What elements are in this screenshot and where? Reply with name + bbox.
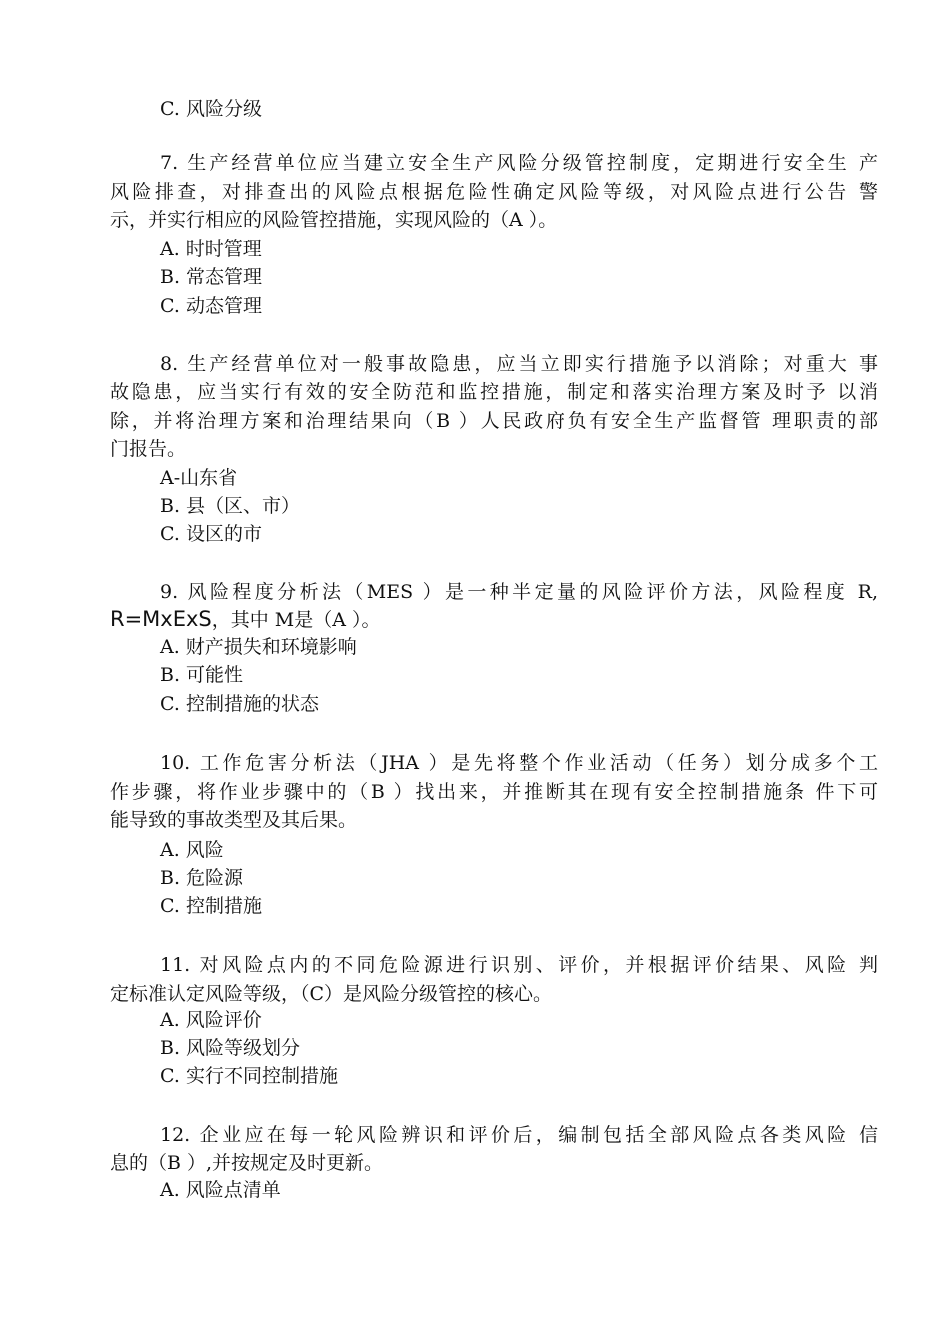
option-a: A. 风险点清单 [160,1179,281,1201]
question-text-line: 能导致的事故类型及其后果。 [110,809,358,831]
question-text-line: 7. 生产经营单位应当建立安全生产风险分级管控制度，定期进行安全生 产 [160,152,878,174]
option-c: C. 控制措施的状态 [160,693,319,715]
option-c: C. 设区的市 [160,523,262,545]
option-b: B. 常态管理 [160,266,263,288]
option-b: B. 风险等级划分 [160,1037,301,1059]
option-b: B. 危险源 [160,867,244,889]
question-formula-line [110,605,381,634]
option-c: C. 控制措施 [160,895,262,917]
option-a: A. 风险 [160,839,224,861]
option-c: C. 动态管理 [160,295,262,317]
question-text-line: 息的（B ）,并按规定及时更新。 [110,1152,384,1174]
question-text-line: 故隐患，应当实行有效的安全防范和监控措施，制定和落实治理方案及时予 以消 [110,381,878,403]
question-text-line: 9. 风险程度分析法（MES ）是一种半定量的风险评价方法，风险程度 R, [160,581,878,603]
question-text-line: 门报告。 [110,438,187,460]
option-a: A. 财产损失和环境影响 [160,636,357,658]
option-c: C. 实行不同控制措施 [160,1065,338,1087]
option-a: A. 时时管理 [160,238,262,260]
risk-formula: R=MxExS [110,607,212,631]
option-b: B. 可能性 [160,664,244,686]
question-text-line: 风险排查，对排查出的风险点根据危险性确定风险等级，对风险点进行公告 警 [110,181,878,203]
question-text-line: 示，并实行相应的风险管控措施，实现风险的（A ）。 [110,209,558,231]
option-a: A-山东省 [160,467,238,489]
question-text-line: 11. 对风险点内的不同危险源进行识别、评价，并根据评价结果、风险 判 [160,954,878,976]
option-c-risk-grading: C. 风险分级 [160,98,262,120]
question-text-line: 作步骤，将作业步骤中的（B ）找出来，并推断其在现有安全控制措施条 件下可 [110,781,878,803]
question-text-line: 10. 工作危害分析法（JHA ）是先将整个作业活动（任务）划分成多个工 [160,752,878,774]
question-text-line: 定标准认定风险等级，（C）是风险分级管控的核心。 [110,983,553,1005]
option-b: B. 县（区、市） [160,495,301,517]
question-text-tail: ，其中 M是（A ）。 [211,609,381,631]
option-a: A. 风险评价 [160,1009,262,1031]
question-text-line: 8. 生产经营单位对一般事故隐患，应当立即实行措施予以消除；对重大 事 [160,353,878,375]
question-text-line: 12. 企业应在每一轮风险辨识和评价后，编制包括全部风险点各类风险 信 [160,1124,878,1146]
question-text-line: 除，并将治理方案和治理结果向（B ）人民政府负有安全生产监督管 理职责的部 [110,410,878,432]
